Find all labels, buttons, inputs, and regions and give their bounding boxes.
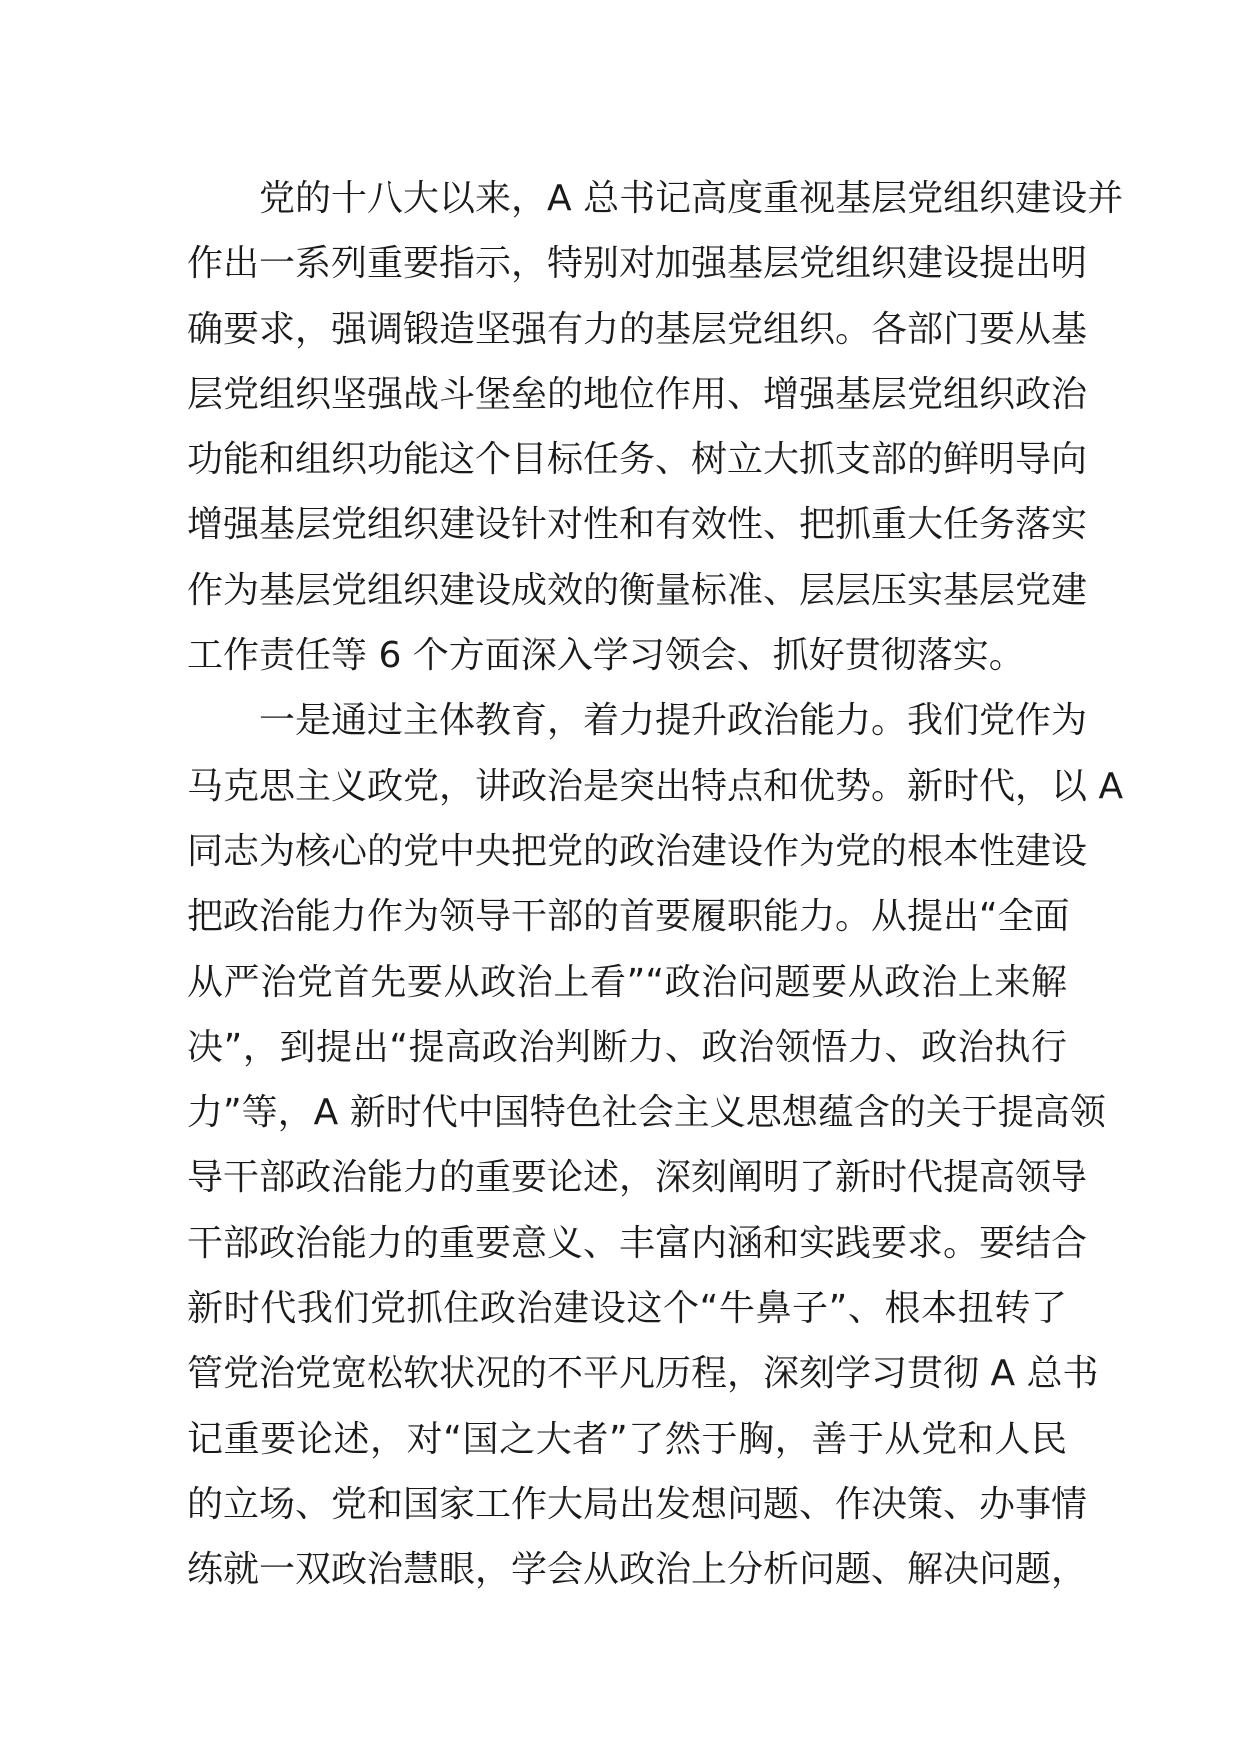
text-line: 干部政治能力的重要意义、丰富内涵和实践要求。要结合 [187,1222,1088,1264]
paragraph-1 [187,166,1124,688]
text-line: 导干部政治能力的重要论述，深刻阐明了新时代提高领导 [187,1157,1088,1199]
text-line: 新时代我们党抓住政治建设这个“牛鼻子”、根本扭转了 [187,1288,1067,1330]
text-line: 管党治党宽松软状况的不平凡历程，深刻学习贯彻 A 总书 [187,1353,1099,1395]
text-line: 层党组织坚强战斗堡垒的地位作用、增强基层党组织政治 [187,373,1088,415]
text-line: 功能和组织功能这个目标任务、树立大抓支部的鲜明导向 [187,439,1088,481]
text-line: 党的十八大以来，A 总书记高度重视基层党组织建设并 [259,178,1124,219]
text-line: 把政治能力作为领导干部的首要履职能力。从提出“全面 [187,896,1070,938]
text-line: 练就一双政治慧眼，学会从政治上分析问题、解决问题， [187,1549,1088,1591]
text-line: 决”，到提出“提高政治判断力、政治领悟力、政治执行 [187,1026,1067,1068]
text-line: 同志为核心的党中央把党的政治建设作为党的根本性建设 [187,830,1088,872]
text-line: 工作责任等 6 个方面深入学习领会、抓好贯彻落实。 [187,635,1025,677]
text-line: 马克思主义政党，讲政治是突出特点和优势。新时代，以 A [187,765,1124,807]
body-text [187,166,1124,1603]
text-line: 从严治党首先要从政治上看”“政治问题要从政治上来解 [187,961,1067,1003]
text-line: 一是通过主体教育，着力提升政治能力。我们党作为 [259,700,1088,742]
paragraph-2 [187,688,1124,1602]
text-line: 增强基层党组织建设针对性和有效性、把抓重大任务落实 [187,504,1088,546]
text-line: 的立场、党和国家工作大局出发想问题、作决策、办事情 [187,1483,1088,1525]
text-line: 力”等，A 新时代中国特色社会主义思想蕴含的关于提高领 [187,1092,1106,1134]
text-line: 作出一系列重要指示，特别对加强基层党组织建设提出明 [187,243,1088,285]
text-line: 作为基层党组织建设成效的衡量标准、层层压实基层党建 [187,569,1088,611]
text-line: 确要求，强调锻造坚强有力的基层党组织。各部门要从基 [187,308,1088,350]
text-line: 记重要论述，对“国之大者”了然于胸，善于从党和人民 [187,1418,1067,1460]
